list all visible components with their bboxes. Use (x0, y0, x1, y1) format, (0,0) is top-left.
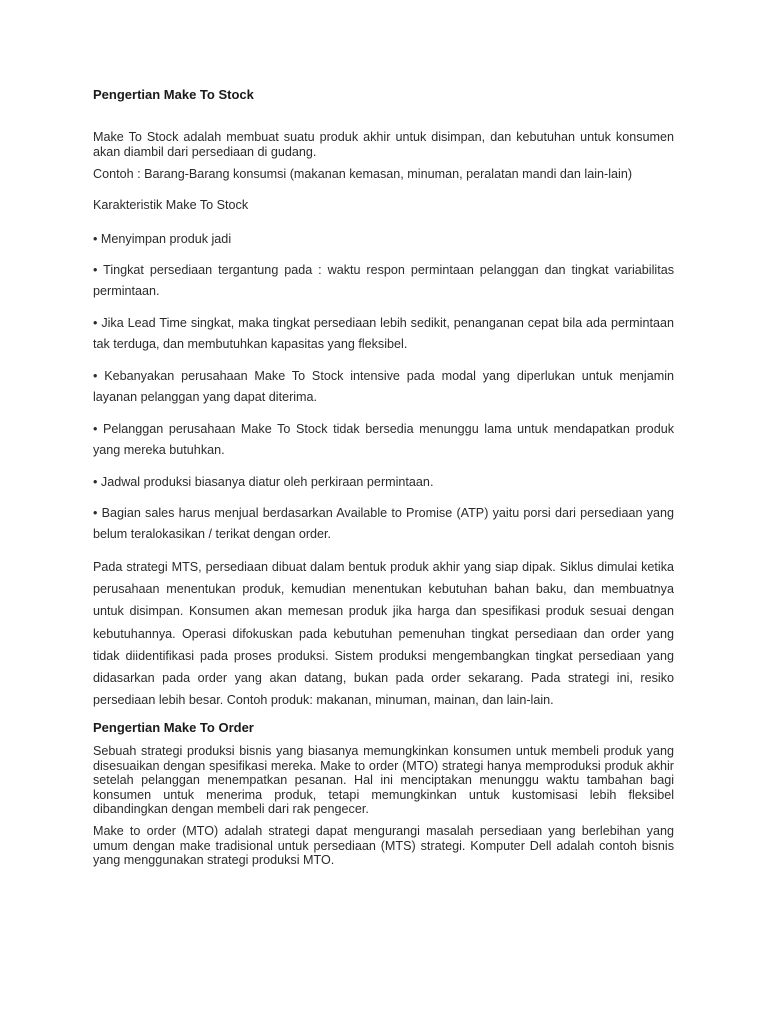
mto-paragraph-1: Sebuah strategi produksi bisnis yang biasanya memungkinkan konsumen untuk membeli produk yang disesuaikan dengan spesifikasi mereka. Make to order (MTO) strategi hanya memproduksi produk akhir setelah pelanggan menempatkan pesanan. Hal ini menciptakan menunggu waktu tambahan bagi konsumen untuk menerima produk, tetapi memungkinkan untuk kustomisasi lebih fleksibel dibandingkan dengan membeli dari rak pengecer. (93, 744, 674, 817)
characteristic-item: • Pelanggan perusahaan Make To Stock tidak bersedia menunggu lama untuk mendapatkan produk yang mereka butuhkan. (93, 422, 674, 457)
mts-intro-paragraph: Make To Stock adalah membuat suatu produk akhir untuk disimpan, dan kebutuhan untuk konsumen akan diambil dari persediaan di gudang. (93, 130, 674, 159)
characteristic-item: • Tingkat persediaan tergantung pada : waktu respon permintaan pelanggan dan tingkat variabilitas permintaan. (93, 263, 674, 298)
heading-make-to-stock: Pengertian Make To Stock (93, 87, 254, 102)
mts-strategy-paragraph: Pada strategi MTS, persediaan dibuat dalam bentuk produk akhir yang siap dipak. Siklus dimulai ketika perusahaan menentukan produk, kemudian menentukan kebutuhan bahan baku, dan membuatnya untuk disimpan. Konsumen akan memesan produk jika harga dan spesifikasi produk sesuai dengan kebutuhannya. Operasi difokuskan pada kebutuhan pemenuhan tingkat persediaan dan order yang tidak diidentifikasi pada proses produksi. Sistem produksi mengembangkan tingkat persediaan yang didasarkan pada order yang akan datang, bukan pada order sekarang. Pada strategi ini, resiko persediaan lebih besar. Contoh produk: makanan, minuman, mainan, dan lain-lain. (93, 560, 674, 708)
heading-make-to-order: Pengertian Make To Order (93, 720, 254, 735)
characteristic-item: • Kebanyakan perusahaan Make To Stock intensive pada modal yang diperlukan untuk menjamin layanan pelanggan yang dapat diterima. (93, 369, 674, 404)
characteristic-item: • Jadwal produksi biasanya diatur oleh perkiraan permintaan. (93, 475, 434, 489)
mto-paragraph-2: Make to order (MTO) adalah strategi dapat mengurangi masalah persediaan yang berlebihan yang umum dengan make tradisional untuk persediaan (MTS) strategi. Komputer Dell adalah contoh bisnis yang menggunakan strategi produksi MTO. (93, 824, 674, 868)
characteristics-title: Karakteristik Make To Stock (93, 198, 249, 212)
characteristic-item: • Jika Lead Time singkat, maka tingkat persediaan lebih sedikit, penanganan cepat bila ada permintaan tak terduga, dan membutuhkan kapasitas yang fleksibel. (93, 316, 674, 351)
mts-example-paragraph: Contoh : Barang-Barang konsumsi (makanan kemasan, minuman, peralatan mandi dan lain-lain) (93, 167, 633, 181)
characteristic-item: • Menyimpan produk jadi (93, 232, 232, 246)
characteristic-item: • Bagian sales harus menjual berdasarkan Available to Promise (ATP) yaitu porsi dari persediaan yang belum teralokasikan / terikat dengan order. (93, 506, 674, 541)
